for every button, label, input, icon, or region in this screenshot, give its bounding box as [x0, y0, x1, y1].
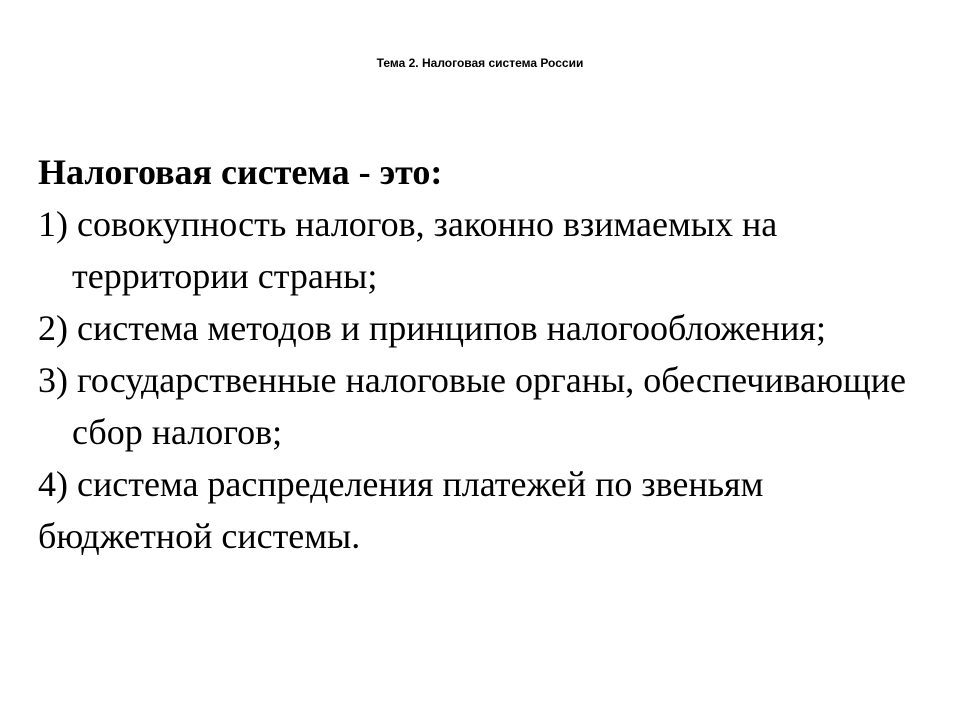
- definition-item-3: 3) государственные налоговые органы, обеспечивающие сбор налогов;: [38, 360, 906, 452]
- definition-heading: Налоговая система - это:: [38, 152, 443, 192]
- definition-item-2: 2) система методов и принципов налогообложения;: [38, 308, 826, 348]
- definition-item-4: 4) система распределения платежей по звеньям бюджетной системы.: [38, 464, 764, 556]
- definition-block: [38, 146, 938, 562]
- slide-topic-title: Тема 2. Налоговая система России: [376, 56, 584, 70]
- definition-item-1: 1) совокупность налогов, законно взимаемых на территории страны;: [38, 204, 778, 296]
